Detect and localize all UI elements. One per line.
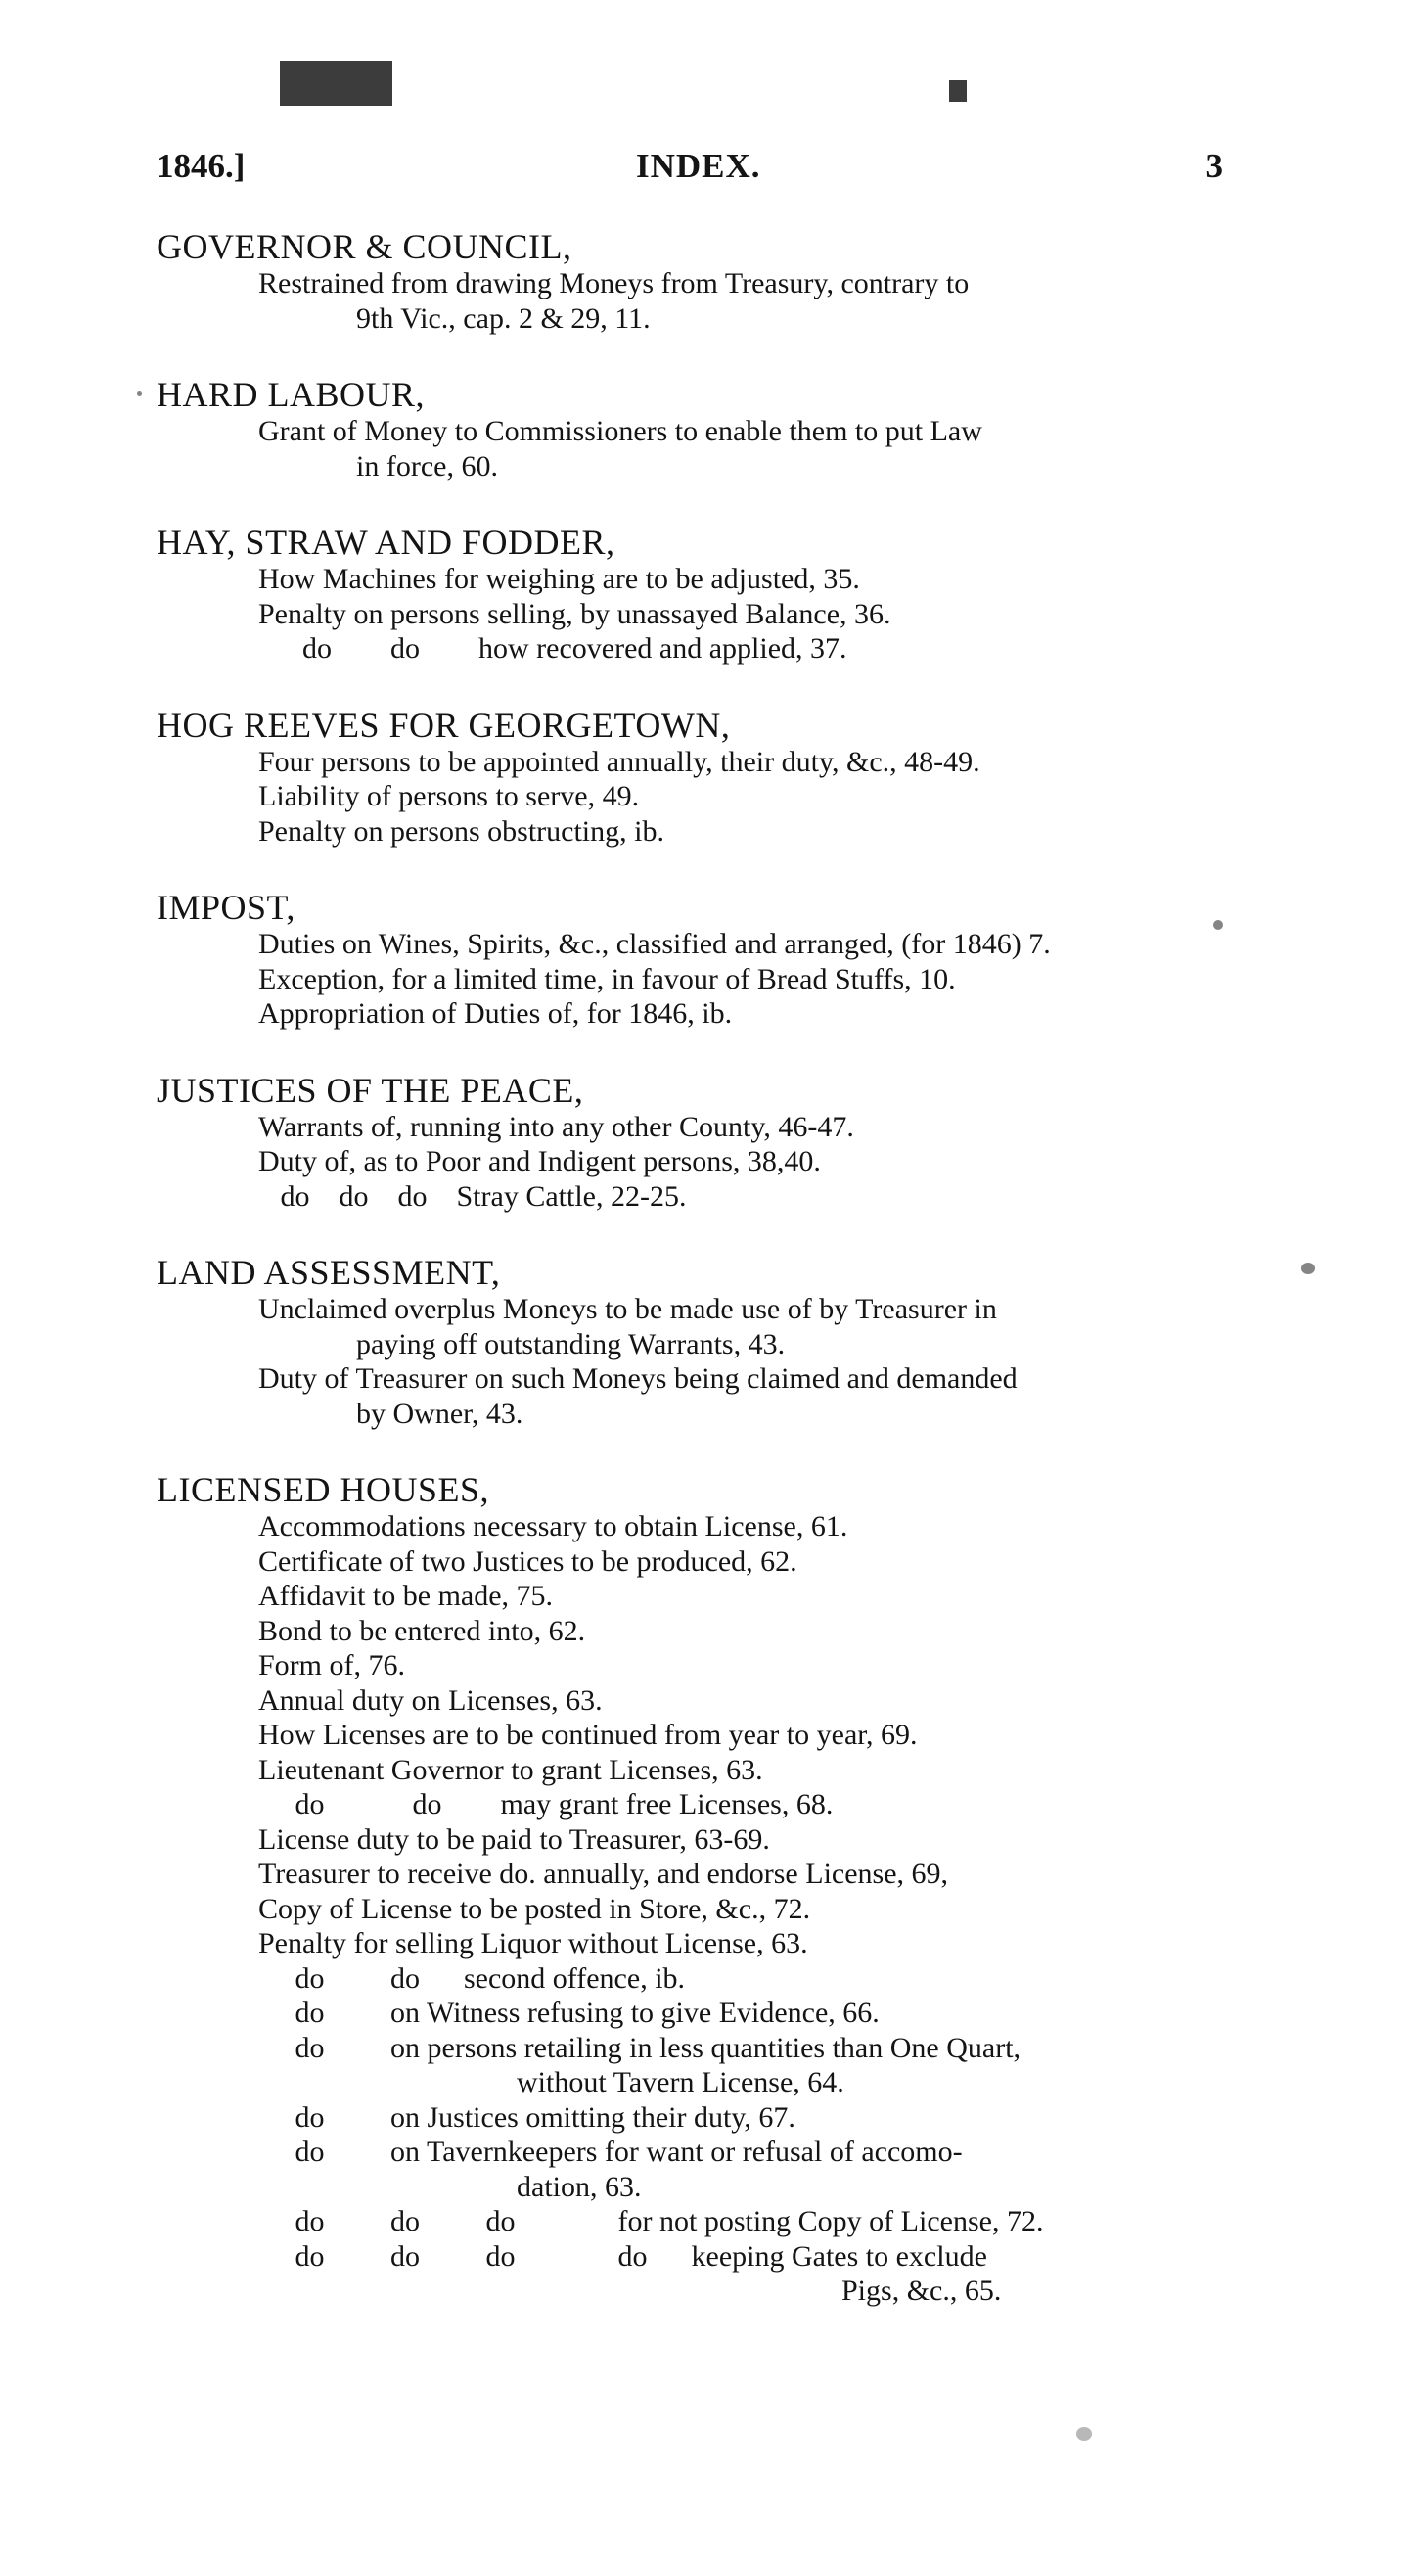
- index-subentry: [157, 996, 1252, 1032]
- subentry-text: Exception, for a limited time, in favour of Bread Stuffs, 10.: [258, 962, 956, 995]
- index-subentry: [157, 301, 1252, 337]
- index-subentry: [157, 1397, 1252, 1432]
- index-entry: [157, 375, 1252, 483]
- index-subentry: [157, 1544, 1252, 1580]
- index-subentry: [157, 1753, 1252, 1788]
- subentry-text: do on Justices omitting their duty, 67.: [258, 2100, 795, 2134]
- subentry-text: Treasurer to receive do. annually, and endorse License, 69,: [258, 1858, 949, 1890]
- subentry-text: 9th Vic., cap. 2 & 29, 11.: [356, 301, 651, 335]
- index-subentry: [157, 414, 1252, 449]
- index-entry: [157, 888, 1252, 1032]
- subentry-text: do on Witness refusing to give Evidence, 66.: [258, 1997, 880, 2029]
- subentry-text: Unclaimed overplus Moneys to be made use of by Treasurer in: [258, 1293, 997, 1325]
- subentry-text: in force, 60.: [356, 449, 498, 483]
- subentry-text: do do may grant free Licenses, 68.: [258, 1788, 834, 1820]
- index-subentry: [157, 2100, 1252, 2136]
- subentry-text: Affidavit to be made, 75.: [258, 1580, 554, 1612]
- index-subentry: [157, 1292, 1252, 1327]
- subentry-text: Copy of License to be posted in Store, &c., 72.: [258, 1892, 811, 1925]
- subentry-text: Pigs, &c., 65.: [841, 2275, 1002, 2307]
- index-subentry: [157, 1509, 1252, 1544]
- subentry-text: How Licenses are to be continued from year to year, 69.: [258, 1719, 918, 1751]
- subentry-text: Duty of Treasurer on such Moneys being claimed and demanded: [258, 1362, 1018, 1395]
- index-subentry: [157, 266, 1252, 301]
- index-subentry: [157, 1327, 1252, 1362]
- speck: [1301, 1263, 1315, 1274]
- index-subentry: [157, 1179, 1252, 1215]
- index-heading: IMPOST,: [157, 888, 295, 927]
- index-entry: [157, 227, 1252, 336]
- subentry-text: Duty of, as to Poor and Indigent persons, 38,40.: [258, 1145, 821, 1177]
- index-subentry: [157, 562, 1252, 597]
- index-subentry: [157, 745, 1252, 780]
- subentry-text: Accommodations necessary to obtain License, 61.: [258, 1510, 848, 1542]
- subentry-text: Certificate of two Justices to be produced, 62.: [258, 1544, 797, 1578]
- index-content: [157, 227, 1252, 2348]
- subentry-text: Appropriation of Duties of, for 1846, ib.: [258, 997, 733, 1030]
- index-subentry: [157, 2204, 1252, 2239]
- index-subentry: [157, 1110, 1252, 1145]
- index-heading: HAY, STRAW AND FODDER,: [157, 523, 615, 562]
- subentry-text: dation, 63.: [517, 2170, 642, 2203]
- index-subentry: [157, 2031, 1252, 2066]
- index-subentry: [157, 1614, 1252, 1649]
- subentry-text: do do do Stray Cattle, 22-25.: [258, 1179, 687, 1213]
- subentry-text: Four persons to be appointed annually, their duty, &c., 48-49.: [258, 745, 980, 778]
- header-title: INDEX.: [636, 147, 761, 185]
- index-subentry: [157, 1996, 1252, 2031]
- index-subentry: [157, 814, 1252, 850]
- subentry-text: How Machines for weighing are to be adjusted, 35.: [258, 563, 860, 595]
- subentry-text: Penalty on persons selling, by unassayed Balance, 36.: [258, 597, 891, 630]
- index-entry: [157, 706, 1252, 850]
- ink-blot-top-left: [280, 61, 392, 106]
- index-entry: [157, 1470, 1252, 2309]
- subentry-text: without Tavern License, 64.: [517, 2066, 844, 2098]
- index-heading: JUSTICES OF THE PEACE,: [157, 1070, 584, 1110]
- subentry-text: Restrained from drawing Moneys from Treasury, contrary to: [258, 267, 970, 299]
- index-subentry: [157, 2170, 1252, 2205]
- subentry-text: Bond to be entered into, 62.: [258, 1614, 586, 1647]
- index-subentry: [157, 1961, 1252, 1997]
- subentry-text: do on persons retailing in less quantities than One Quart,: [258, 2031, 1021, 2064]
- subentry-text: Penalty for selling Liquor without License, 63.: [258, 1927, 808, 1959]
- index-subentry: [157, 1926, 1252, 1961]
- index-heading: GOVERNOR & COUNCIL,: [157, 227, 572, 266]
- index-subentry: [157, 2239, 1252, 2275]
- subentry-text: Annual duty on Licenses, 63.: [258, 1683, 603, 1717]
- subentry-text: Lieutenant Governor to grant Licenses, 63.: [258, 1753, 763, 1786]
- subentry-text: Duties on Wines, Spirits, &c., classified and arranged, (for 1846) 7.: [258, 928, 1051, 960]
- subentry-text: Form of, 76.: [258, 1649, 405, 1681]
- index-heading: LICENSED HOUSES,: [157, 1470, 490, 1509]
- subentry-text: License duty to be paid to Treasurer, 63-69.: [258, 1822, 770, 1856]
- index-subentry: [157, 1718, 1252, 1753]
- index-subentry: [157, 1683, 1252, 1719]
- subentry-text: do on Tavernkeepers for want or refusal of accomo-: [258, 2136, 963, 2168]
- index-subentry: [157, 1857, 1252, 1892]
- index-subentry: [157, 1822, 1252, 1858]
- index-heading: LAND ASSESSMENT,: [157, 1253, 501, 1292]
- subentry-text: Warrants of, running into any other County, 46-47.: [258, 1110, 854, 1143]
- index-subentry: [157, 449, 1252, 484]
- index-subentry: [157, 1648, 1252, 1683]
- index-subentry: [157, 2135, 1252, 2170]
- page-number: 3: [1205, 147, 1223, 185]
- index-subentry: [157, 779, 1252, 814]
- index-subentry: [157, 2274, 1252, 2309]
- subentry-text: Penalty on persons obstructing, ib.: [258, 814, 664, 848]
- index-subentry: [157, 2065, 1252, 2100]
- subentry-text: Grant of Money to Commissioners to enable them to put Law: [258, 415, 982, 447]
- subentry-text: do do do for not posting Copy of License, 72.: [258, 2205, 1044, 2237]
- index-subentry: [157, 1892, 1252, 1927]
- ink-blot-top-mid: [949, 80, 967, 102]
- index-subentry: [157, 1579, 1252, 1614]
- index-subentry: [157, 1144, 1252, 1179]
- index-subentry: [157, 927, 1252, 962]
- index-heading: HOG REEVES FOR GEORGETOWN,: [157, 705, 731, 745]
- page-header: [157, 147, 1223, 206]
- subentry-text: do do how recovered and applied, 37.: [258, 632, 847, 665]
- index-entry: [157, 1253, 1252, 1431]
- subentry-text: by Owner, 43.: [356, 1397, 523, 1430]
- index-entry: [157, 1071, 1252, 1215]
- subentry-text: do do second offence, ib.: [258, 1961, 686, 1995]
- subentry-text: Liability of persons to serve, 49.: [258, 780, 640, 812]
- index-subentry: [157, 962, 1252, 997]
- subentry-text: do do do do keeping Gates to exclude: [258, 2239, 987, 2273]
- subentry-text: paying off outstanding Warrants, 43.: [356, 1327, 786, 1360]
- index-subentry: [157, 597, 1252, 632]
- index-subentry: [157, 1787, 1252, 1822]
- index-subentry: [157, 631, 1252, 667]
- index-entry: [157, 523, 1252, 667]
- index-heading: HARD LABOUR,: [157, 375, 426, 414]
- index-subentry: [157, 1361, 1252, 1397]
- speck: [137, 391, 142, 396]
- speck: [1076, 2427, 1092, 2441]
- header-year: 1846.]: [157, 147, 246, 185]
